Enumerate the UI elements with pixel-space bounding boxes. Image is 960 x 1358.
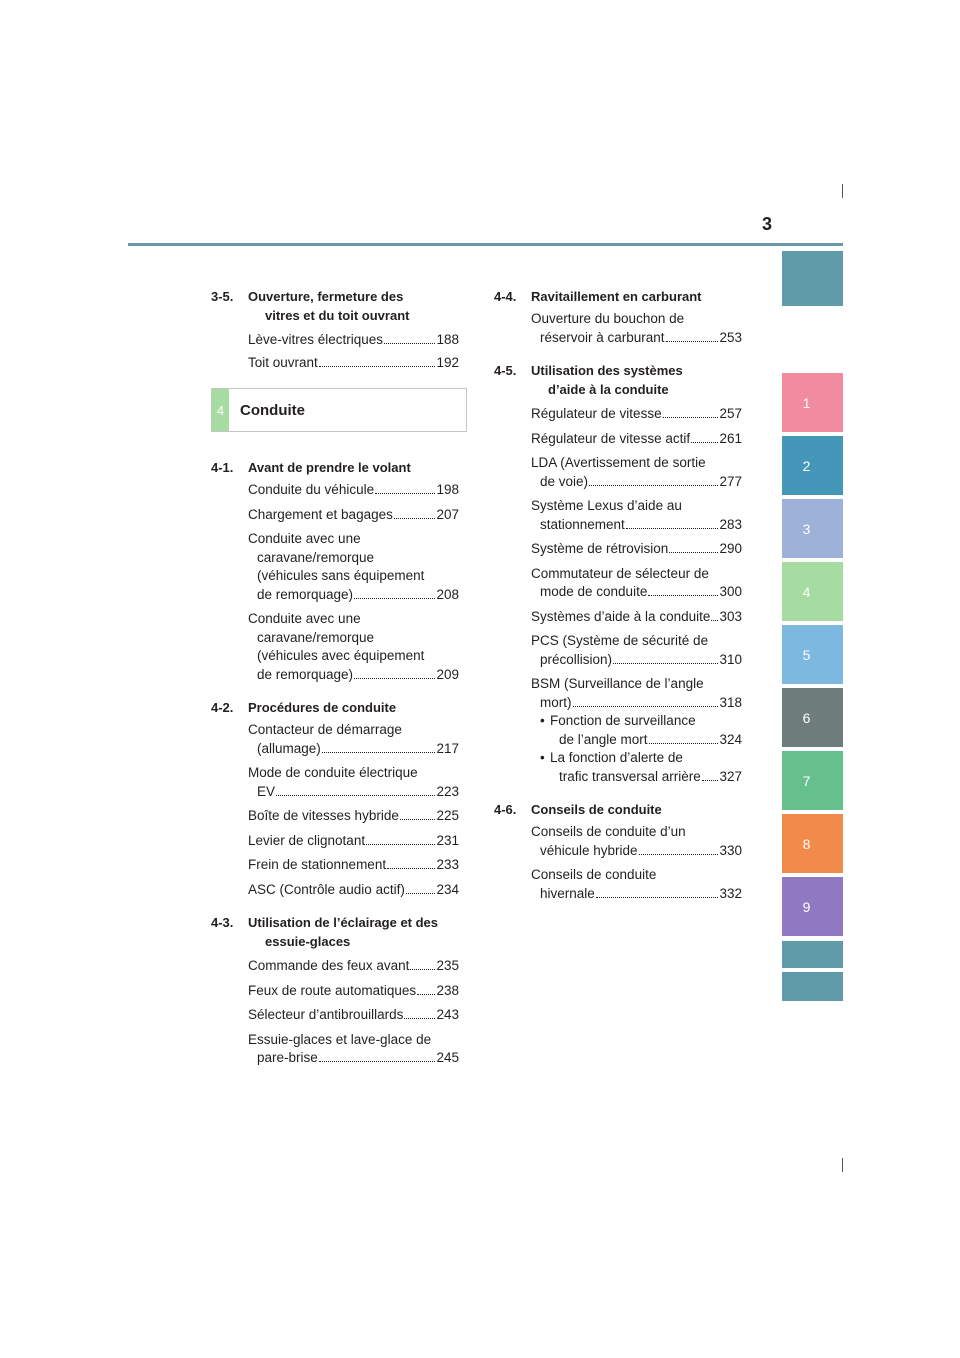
entry-title: Lève-vitres électriques [248, 332, 384, 347]
entry-page: 207 [436, 506, 459, 522]
crop-mark-top [842, 184, 843, 198]
entry-title: BSM (Surveillance de l’angle [531, 676, 704, 691]
entry-page: 208 [436, 586, 459, 602]
entry-title: Essuie-glaces et lave-glace de [248, 1031, 432, 1047]
entry-title: Levier de clignotant [248, 832, 366, 848]
section-heading[interactable] [494, 287, 742, 306]
entry-page: 245 [436, 1050, 459, 1065]
entry-title: Conseils de conduite d’un [531, 824, 686, 839]
entry-page: 300 [719, 584, 742, 599]
entry-title: Système de rétrovision [531, 541, 669, 556]
entry-title: Régulateur de vitesse actif [531, 430, 691, 446]
toc-entry[interactable] [248, 506, 459, 525]
entry-title: Ouverture du bouchon de [531, 311, 685, 326]
entry-page: 217 [436, 740, 459, 756]
toc-entry[interactable] [248, 354, 459, 373]
toc-entry[interactable] [531, 497, 742, 534]
subentry-title-cont: de l’angle mort [559, 731, 648, 747]
chapter-tab-6[interactable]: 6 [782, 688, 843, 747]
entry-page: 188 [436, 332, 459, 347]
entry-page: 283 [719, 516, 742, 532]
toc-entry[interactable] [248, 832, 459, 851]
section-heading[interactable] [211, 698, 459, 717]
section-number: 3-5. [211, 289, 234, 304]
entry-title: Mode de conduite électrique [248, 765, 418, 780]
entry-page: 253 [719, 329, 742, 345]
chapter-tab-9[interactable]: 9 [782, 877, 843, 936]
toc-entry[interactable] [248, 856, 459, 875]
entry-title-cont: pare-brise [257, 1050, 318, 1065]
section-number: 4-5. [494, 363, 517, 378]
entry-page: 310 [719, 651, 742, 667]
subentry-page: 324 [719, 731, 742, 747]
entry-title: Chargement et bagages [248, 506, 393, 522]
section-heading[interactable] [211, 287, 459, 325]
entry-page: 318 [719, 694, 742, 710]
toc-entry[interactable] [531, 608, 742, 627]
toc-entry[interactable] [248, 331, 459, 350]
chapter-number: 4 [212, 389, 229, 431]
toc-entry[interactable] [531, 540, 742, 559]
chapter-tab-1[interactable]: 1 [782, 373, 843, 432]
toc-entry[interactable] [248, 957, 459, 976]
entry-page: 261 [719, 430, 742, 446]
toc-entry[interactable] [248, 982, 459, 1001]
entry-page: 231 [436, 832, 459, 848]
section-heading[interactable] [494, 800, 742, 819]
subentry-title: La fonction d’alerte de [550, 750, 683, 765]
section-title-cont: vitres et du toit ouvrant [265, 308, 410, 323]
entry-title: Toit ouvrant [248, 354, 318, 370]
toc-left-column [211, 287, 459, 1068]
chapter-title: Conduite [240, 401, 305, 419]
toc-entry[interactable] [531, 866, 742, 903]
entry-title: Boîte de vitesses hybride [248, 808, 399, 823]
section-title: Conseils de conduite [531, 802, 662, 817]
entry-title: ASC (Contrôle audio actif) [248, 881, 405, 897]
entry-title: Commande des feux avant [248, 958, 410, 973]
bullet: • [540, 750, 545, 765]
entry-title: PCS (Système de sécurité de [531, 633, 709, 648]
entry-title: Commutateur de sélecteur de [531, 565, 709, 581]
section-title-cont: d’aide à la conduite [548, 382, 669, 397]
toc-entry[interactable] [531, 823, 742, 860]
page-number: 3 [761, 214, 772, 234]
entry-page: 225 [436, 808, 459, 823]
subentry-title: Fonction de surveillance [550, 713, 696, 728]
toc-subentry[interactable] [531, 749, 742, 786]
entry-page: 192 [436, 354, 459, 370]
section-heading[interactable] [211, 458, 459, 477]
crop-mark-bottom [842, 1158, 843, 1172]
entry-page: 257 [719, 406, 742, 421]
entry-title: Contacteur de démarrage [248, 722, 402, 737]
section-title: Ouverture, fermeture des [248, 289, 404, 304]
chapter-tab-5[interactable]: 5 [782, 625, 843, 684]
section-title-cont: essuie-glaces [265, 934, 351, 949]
toc-entry[interactable] [531, 632, 742, 669]
entry-page: 290 [719, 541, 742, 556]
entry-page: 330 [719, 842, 742, 858]
toc-subentry[interactable] [531, 712, 742, 749]
toc-entry[interactable] [531, 405, 742, 424]
entry-title: Feux de route automatiques [248, 982, 417, 998]
entry-title-cont: de voie) [540, 473, 589, 489]
entry-title-cont: hivernale [540, 885, 595, 901]
toc-entry[interactable] [531, 430, 742, 449]
entry-page: 277 [719, 473, 742, 489]
section-title: Utilisation de l’éclairage et des [248, 915, 439, 930]
entry-page: 209 [436, 666, 459, 682]
entry-page: 234 [436, 881, 459, 897]
chapter-tab-3[interactable]: 3 [782, 499, 843, 558]
toc-entry[interactable] [248, 721, 459, 758]
entry-title-cont: de remorquage) [257, 586, 354, 602]
entry-title-cont: (allumage) [257, 740, 321, 756]
entry-title: Conseils de conduite [531, 867, 657, 882]
entry-title-cont: caravane/remorque [257, 629, 375, 645]
chapter-heading[interactable] [211, 388, 467, 432]
entry-title: Frein de stationnement [248, 857, 387, 872]
chapter-tab-2[interactable]: 2 [782, 436, 843, 495]
entry-title: Régulateur de vitesse [531, 406, 662, 421]
toc-entry[interactable] [531, 454, 742, 491]
entry-page: 243 [436, 1007, 459, 1022]
subentry-title-cont: trafic transversal arrière [559, 768, 701, 784]
toc-entry[interactable] [248, 481, 459, 500]
toc-entry[interactable] [248, 764, 459, 801]
entry-page: 332 [719, 885, 742, 901]
entry-page: 198 [436, 482, 459, 497]
section-number: 4-4. [494, 289, 517, 304]
section-number: 4-6. [494, 802, 517, 817]
toc-entry[interactable] [248, 807, 459, 826]
entry-page: 235 [436, 958, 459, 973]
section-title: Avant de prendre le volant [248, 460, 411, 475]
toc-entry[interactable] [248, 530, 459, 604]
entry-page: 223 [436, 783, 459, 799]
entry-title-cont: (véhicules sans équipement [257, 568, 425, 583]
entry-title-cont: mort) [540, 694, 572, 710]
entry-title-cont: stationnement [540, 516, 625, 532]
chapter-tab-blank[interactable] [782, 941, 843, 968]
entry-title-cont: de remorquage) [257, 666, 354, 682]
entry-title-cont: (véhicules avec équipement [257, 648, 425, 663]
entry-page: 233 [436, 857, 459, 872]
chapter-tab-blank[interactable] [782, 972, 843, 1001]
toc-entry[interactable] [531, 310, 742, 347]
entry-title: Sélecteur d’antibrouillards [248, 1007, 404, 1022]
section-number: 4-3. [211, 915, 234, 930]
section-title: Ravitaillement en carburant [531, 289, 702, 304]
toc-entry[interactable] [248, 610, 459, 684]
entry-title-cont: mode de conduite [540, 584, 648, 599]
entry-title: LDA (Avertissement de sortie [531, 455, 706, 470]
toc-entry[interactable] [248, 1006, 459, 1025]
section-heading[interactable] [494, 361, 742, 399]
section-number: 4-1. [211, 460, 234, 475]
chapter-tab-7[interactable]: 7 [782, 751, 843, 810]
toc-entry[interactable] [248, 1031, 459, 1068]
toc-entry[interactable] [248, 881, 459, 900]
entry-title-cont: caravane/remorque [257, 549, 375, 565]
entry-title: Système Lexus d’aide au [531, 498, 682, 513]
entry-page: 238 [436, 982, 459, 998]
section-title: Utilisation des systèmes [531, 363, 683, 378]
entry-title-cont: précollision) [540, 651, 613, 667]
header-rule [128, 243, 843, 246]
section-number: 4-2. [211, 700, 234, 715]
section-heading[interactable] [211, 913, 459, 951]
entry-title: Conduite du véhicule [248, 482, 375, 497]
entry-page: 303 [719, 608, 742, 624]
bullet: • [540, 713, 545, 728]
entry-title: Systèmes d’aide à la conduite [531, 608, 711, 624]
entry-title: Conduite avec une [248, 531, 361, 546]
entry-title-cont: EV [257, 783, 276, 799]
toc-right-column [494, 287, 742, 903]
section-title: Procédures de conduite [248, 700, 397, 715]
entry-title: Conduite avec une [248, 611, 361, 626]
subentry-page: 327 [719, 768, 742, 784]
toc-entry[interactable] [531, 675, 742, 786]
toc-entry[interactable] [531, 565, 742, 602]
chapter-tab-blank[interactable] [782, 251, 843, 306]
entry-title-cont: réservoir à carburant [540, 329, 665, 345]
chapter-tab-4[interactable]: 4 [782, 562, 843, 621]
entry-title-cont: véhicule hybride [540, 842, 638, 858]
chapter-tab-8[interactable]: 8 [782, 814, 843, 873]
